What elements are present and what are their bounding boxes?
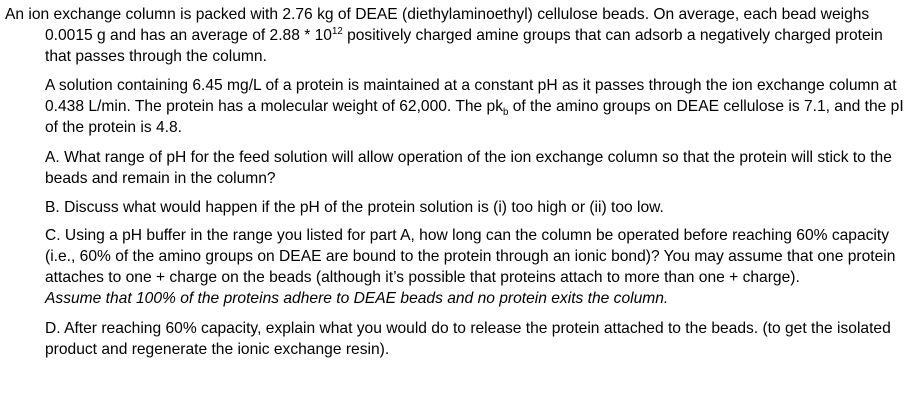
intro-text-2: positively charged amine groups that can adsorb a negatively charged protein that passes through the column. (45, 27, 883, 65)
intro-text-1: An ion exchange column is packed with 2.76 kg of DEAE (diethylaminoethyl) cellulose beads. On average, each bead weighs 0.0015 g and has an average of 2.88 * 10 (5, 6, 870, 44)
question-c: C. Using a pH buffer in the range you listed for part A, how long can the column be operated before reaching 60% capacity (i.e., 60% of the amino groups on DEAE are bound to the protein through an ionic bond)? You may assume that one protein attaches to one + charge on the beads (although it’s possible that proteins attach to more than one + charge). (45, 227, 896, 286)
intro-exponent: 12 (331, 25, 343, 37)
solution-text-2: of the amino groups on DEAE cellulose is 7.1, and the pI of the protein is 4.8. (45, 98, 904, 136)
solution-text-1: A solution containing 6.45 mg/L of a protein is maintained at a constant pH as it passes through the ion exchange column at 0.438 L/min. The protein has a molecular weight of 62,000. The pk (45, 77, 897, 115)
solution-paragraph (5, 75, 911, 138)
question-b: B. Discuss what would happen if the pH of the protein solution is (i) too high or (ii) too low. (45, 199, 664, 216)
intro-paragraph (5, 4, 911, 67)
solution-subscript: b (503, 107, 509, 119)
question-c-note-text: Assume that 100% of the proteins adhere to DEAE beads and no protein exits the column. (45, 290, 669, 307)
question-c-note (5, 288, 911, 309)
question-d: D. After reaching 60% capacity, explain what you would do to release the protein attached to the beads. (to get the isolated product and regenerate the ionic exchange resin). (45, 320, 891, 358)
question-a: A. What range of pH for the feed solution will allow operation of the ion exchange column so that the protein will stick to the beads and remain in the column? (45, 149, 892, 187)
